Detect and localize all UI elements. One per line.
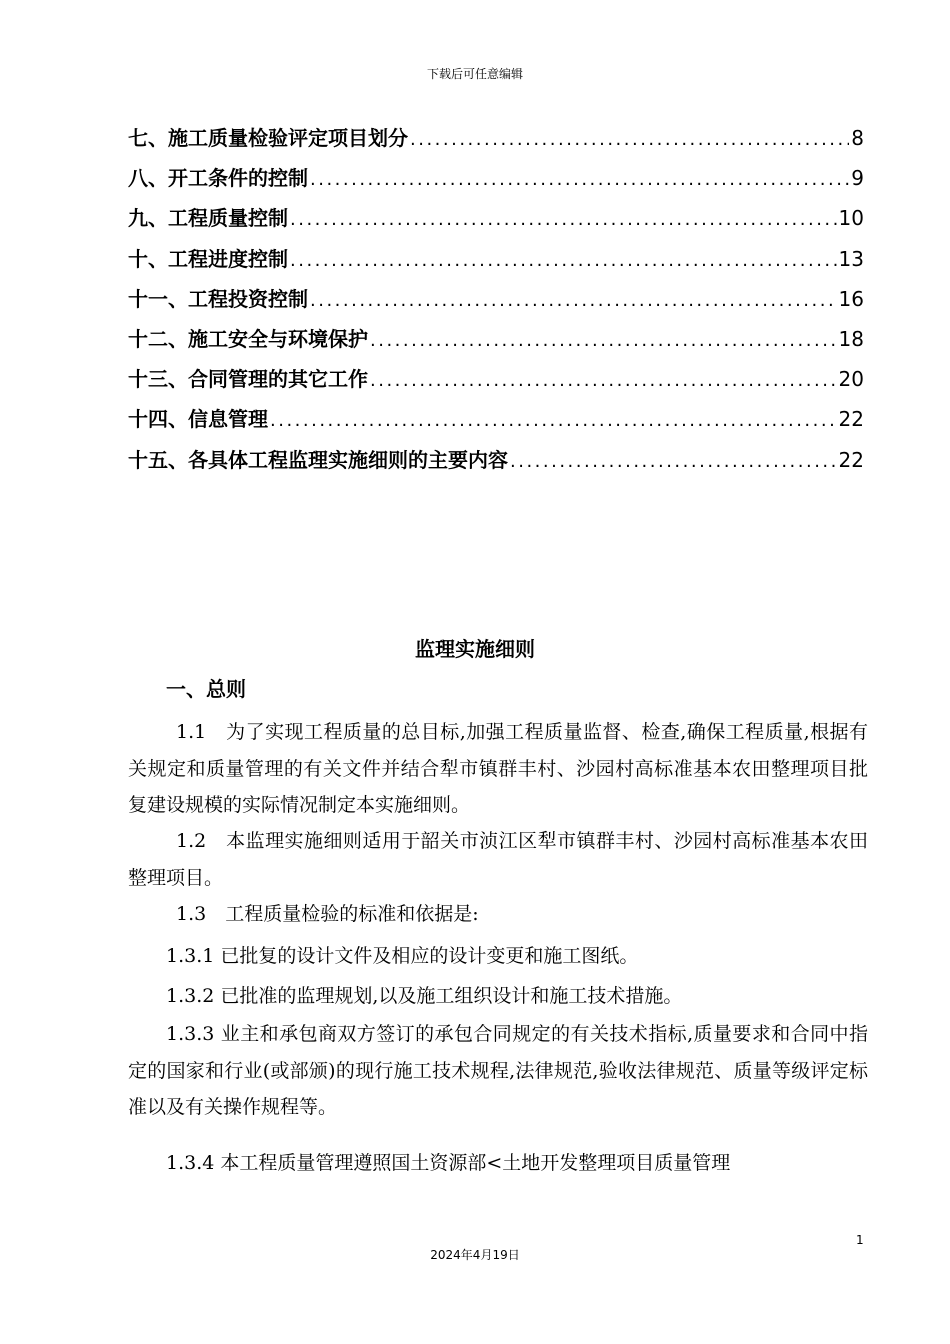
toc-entry[interactable] (128, 359, 864, 399)
toc-entry-title: 七、施工质量检验评定项目划分 (128, 126, 408, 150)
toc-entry-page: 13 (838, 246, 864, 271)
body-paragraph: 1.3 工程质量检验的标准和依据是: (176, 903, 479, 925)
toc-entry-title: 十四、信息管理 (128, 407, 268, 432)
toc-entry[interactable] (128, 440, 864, 480)
toc-dot-leader (270, 401, 837, 441)
toc-entry-page: 18 (838, 326, 864, 351)
body-paragraph: 1.1 为了实现工程质量的总目标,加强工程质量监督、检查,确保工程质量,根据有关规定和质量管理的有关文件并结合犁市镇群丰村、沙园村高标准基本农田整理项目批复建设规模的实际情况制定本实施细则。 (128, 721, 868, 816)
page-number: 1 (856, 1233, 864, 1247)
body-paragraph: 1.2 本监理实施细则适用于韶关市浈江区犁市镇群丰村、沙园村高标准基本农田整理项目。 (128, 830, 868, 889)
toc-dot-leader (370, 361, 837, 401)
toc-entry-title: 十一、工程投资控制 (128, 286, 308, 311)
toc-dot-leader (290, 241, 837, 281)
toc-entry-page: 20 (838, 367, 864, 392)
toc-entry-page: 22 (838, 447, 864, 472)
page-footer-date: 2024年4月19日 (430, 1248, 520, 1262)
toc-entry-page: 16 (838, 286, 864, 311)
toc-entry-title: 八、开工条件的控制 (128, 166, 308, 191)
toc-entry[interactable] (128, 239, 864, 279)
section-heading: 一、总则 (166, 677, 246, 701)
toc-entry-page: 9 (851, 166, 864, 191)
toc-entry-page: 8 (851, 126, 864, 150)
toc-entry-title: 十、工程进度控制 (128, 246, 288, 271)
body-paragraph: 1.3.3 业主和承包商双方签订的承包合同规定的有关技术指标,质量要求和合同中指定的国家和行业(或部颁)的现行施工技术规程,法律规范,验收法律规范、质量等级评定标准以及有关操作规程等。 (128, 1023, 868, 1118)
toc-entry[interactable] (128, 279, 864, 319)
toc-entry[interactable] (128, 319, 864, 359)
toc-entry[interactable] (128, 399, 864, 439)
toc-dot-leader (310, 281, 837, 321)
toc-entry-title: 十二、施工安全与环境保护 (128, 326, 368, 351)
toc-entry[interactable] (128, 118, 864, 158)
toc-entry-page: 10 (838, 206, 864, 231)
document-title: 监理实施细则 (415, 637, 535, 661)
toc-dot-leader (290, 200, 837, 240)
toc-entry-page: 22 (838, 407, 864, 432)
page-header: 下载后可任意编辑 (426, 67, 523, 81)
toc-dot-leader (510, 442, 837, 482)
toc-dot-leader (310, 160, 849, 200)
body-paragraph: 1.3.2 已批准的监理规划,以及施工组织设计和施工技术措施。 (166, 985, 683, 1007)
toc-entry-title: 十五、各具体工程监理实施细则的主要内容 (128, 447, 508, 472)
toc-entry[interactable] (128, 158, 864, 198)
toc-dot-leader (370, 321, 837, 361)
table-of-contents (128, 118, 864, 480)
toc-dot-leader (410, 120, 849, 160)
body-paragraph: 1.3.4 本工程质量管理遵照国土资源部<土地开发整理项目质量管理 (166, 1152, 731, 1174)
toc-entry-title: 九、工程质量控制 (128, 206, 288, 231)
toc-entry-title: 十三、合同管理的其它工作 (128, 367, 368, 392)
toc-entry[interactable] (128, 198, 864, 238)
body-paragraph: 1.3.1 已批复的设计文件及相应的设计变更和施工图纸。 (166, 945, 639, 967)
